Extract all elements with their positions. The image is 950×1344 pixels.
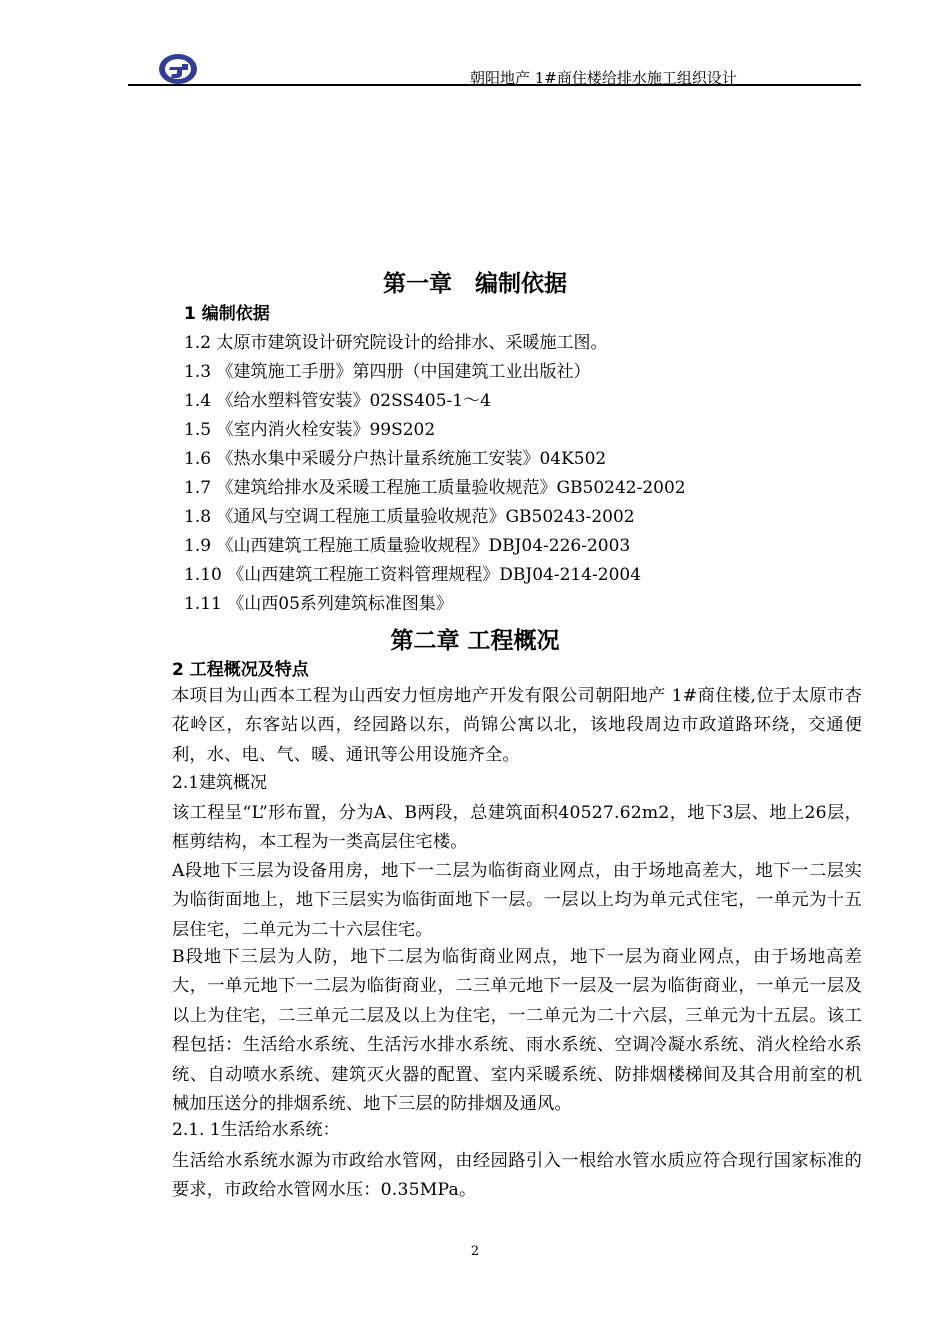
reference-item: 1.7 《建筑给排水及采暖工程施工质量验收规范》GB50242-2002	[184, 478, 686, 498]
segment-a-paragraph: A段地下三层为设备用房，地下一二层为临街商业网点，由于场地高差大，地下一二层实为临街面地上，地下三层实为临街面地下一层。一层以上均为单元式住宅，一单元为十五层住宅，二单元为二十六层住宅。	[172, 861, 862, 940]
reference-item: 1.2 太原市建筑设计研究院设计的给排水、采暖施工图。	[184, 333, 608, 353]
company-logo-icon	[158, 52, 198, 86]
reference-item: 1.3 《建筑施工手册》第四册（中国建筑工业出版社）	[184, 362, 591, 382]
reference-item: 1.5 《室内消火栓安装》99S202	[184, 420, 436, 440]
reference-item: 1.4 《给水塑料管安装》02SS405-1～4	[184, 391, 491, 411]
chapter-2-title: 第二章 工程概况	[390, 628, 560, 654]
header-divider	[128, 84, 861, 86]
water-supply-paragraph: 生活给水系统水源为市政给水管网，由经园路引入一根给水管水质应符合现行国家标准的要求，市政给水管网水压：0.35MPa。	[172, 1151, 862, 1201]
segment-b-paragraph: B段地下三层为人防，地下二层为临街商业网点，地下一层为商业网点，由于场地高差大，一单元地下一二层为临街商业，二三单元地下一层及一层为临街商业，一单元一层及以上为住宅，二三单元二层及以上为住宅，一二单元为二十六层，三单元为十五层。该工程包括：生活给水系统、生活污水排水系统、雨水系统、空调冷凝水系统、消火栓给水系统、自动喷水系统、建筑灭火器的配置、室内采暖系统、防排烟楼梯间及其合用前室的机械加压送分的排烟系统、地下三层的防排烟及通风。	[172, 947, 862, 1115]
section-1-heading: 1 编制依据	[184, 304, 270, 324]
chapter-1-title: 第一章 编制依据	[383, 271, 567, 297]
reference-item: 1.9 《山西建筑工程施工质量验收规程》DBJ04-226-2003	[184, 536, 631, 556]
header-title: 朝阳地产 1#商住楼给排水施工组织设计	[470, 69, 737, 87]
section-2-heading: 2 工程概况及特点	[172, 660, 309, 680]
reference-item: 1.8 《通风与空调工程施工质量验收规范》GB50243-2002	[184, 507, 635, 527]
subsection-2-1-1-heading: 2.1. 1生活给水系统：	[172, 1120, 340, 1140]
reference-item: 1.10 《山西建筑工程施工资料管理规程》DBJ04-214-2004	[184, 565, 642, 585]
subsection-2-1-heading: 2.1建筑概况	[172, 773, 268, 793]
building-overview-paragraph: 该工程呈“L”形布置，分为A、B两段，总建筑面积40527.62m2，地下3层、地上26层，框剪结构，本工程为一类高层住宅楼。	[172, 803, 862, 853]
reference-item: 1.6 《热水集中采暖分户热计量系统施工安装》04K502	[184, 449, 607, 469]
reference-item: 1.11 《山西05系列建筑标准图集》	[184, 594, 453, 614]
page-number: 2	[470, 1244, 480, 1259]
project-intro-paragraph: 本项目为山西本工程为山西安力恒房地产开发有限公司朝阳地产 1#商住楼,位于太原市杏花岭区，东客站以西，经园路以东，尚锦公寓以北，该地段周边市政道路环绕，交通便利，水、电、气、暖、通讯等公用设施齐全。	[172, 686, 862, 765]
